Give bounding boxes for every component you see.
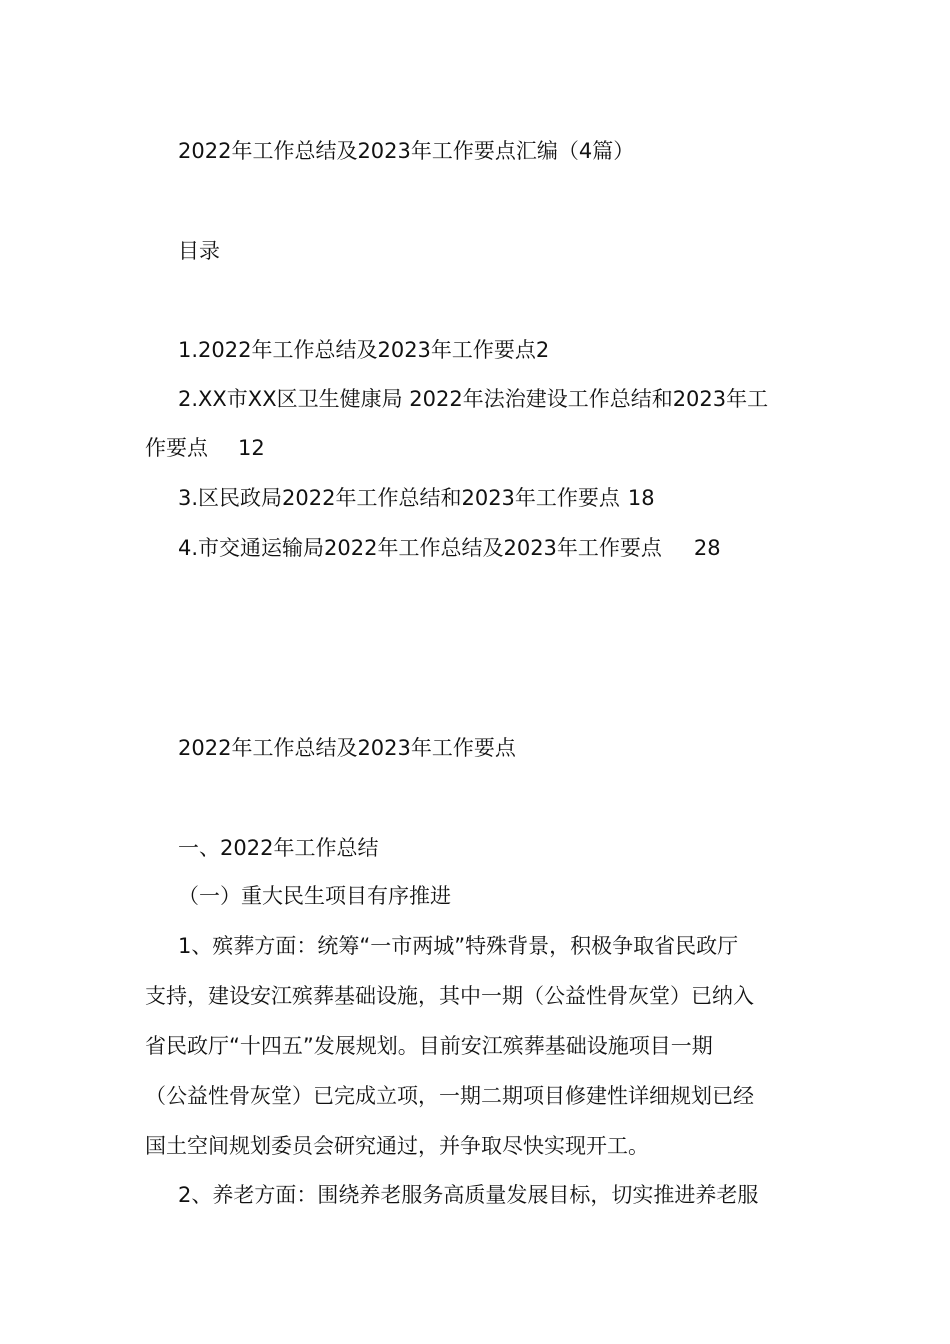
section-title: 2022年工作总结及2023年工作要点 — [178, 736, 516, 760]
toc-item-4-page: 28 — [693, 536, 721, 560]
toc-item-1-page: 2 — [535, 338, 550, 362]
paragraph2-line: 2、养老方面：围绕养老服务高质量发展目标，切实推进养老服 — [178, 1183, 759, 1207]
toc-item-2-page: 12 — [238, 436, 265, 460]
paragraph-line: 支持，建设安江殡葬基础设施，其中一期（公益性骨灰堂）已纳入 — [145, 984, 754, 1008]
paragraph-line: 省民政厅“十四五”发展规划。目前安江殡葬基础设施项目一期 — [145, 1034, 713, 1058]
toc-item-2-text-line2: 作要点 — [145, 436, 208, 460]
toc-item-3-text: 3.区民政局2022年工作总结和2023年工作要点 — [178, 486, 620, 510]
toc-heading: 目录 — [178, 239, 220, 263]
toc-item-4-text: 4.市交通运输局2022年工作总结及2023年工作要点 — [178, 536, 662, 560]
paragraph-line: （公益性骨灰堂）已完成立项，一期二期项目修建性详细规划已经 — [145, 1084, 754, 1108]
toc-item-1[interactable] — [178, 335, 549, 365]
toc-item-1-text: 1.2022年工作总结及2023年工作要点 — [178, 338, 536, 362]
part-heading: 一、2022年工作总结 — [178, 836, 379, 860]
paragraph-line: 国土空间规划委员会研究通过，并争取尽快实现开工。 — [145, 1134, 649, 1158]
sub-heading: （一）重大民生项目有序推进 — [178, 884, 451, 908]
toc-item-2-text-line1: 2.XX市XX区卫生健康局 2022年法治建设工作总结和2023年工 — [178, 387, 769, 411]
toc-item-2-continued[interactable] — [145, 433, 265, 463]
toc-item-2[interactable] — [178, 384, 768, 414]
paragraph-line: 1、殡葬方面：统筹“一市两城”特殊背景，积极争取省民政厅 — [178, 934, 739, 958]
toc-item-3-page: 18 — [627, 486, 655, 510]
toc-item-3[interactable] — [178, 483, 655, 513]
document-title: 2022年工作总结及2023年工作要点汇编（4篇） — [178, 139, 635, 163]
toc-item-4[interactable] — [178, 533, 721, 563]
